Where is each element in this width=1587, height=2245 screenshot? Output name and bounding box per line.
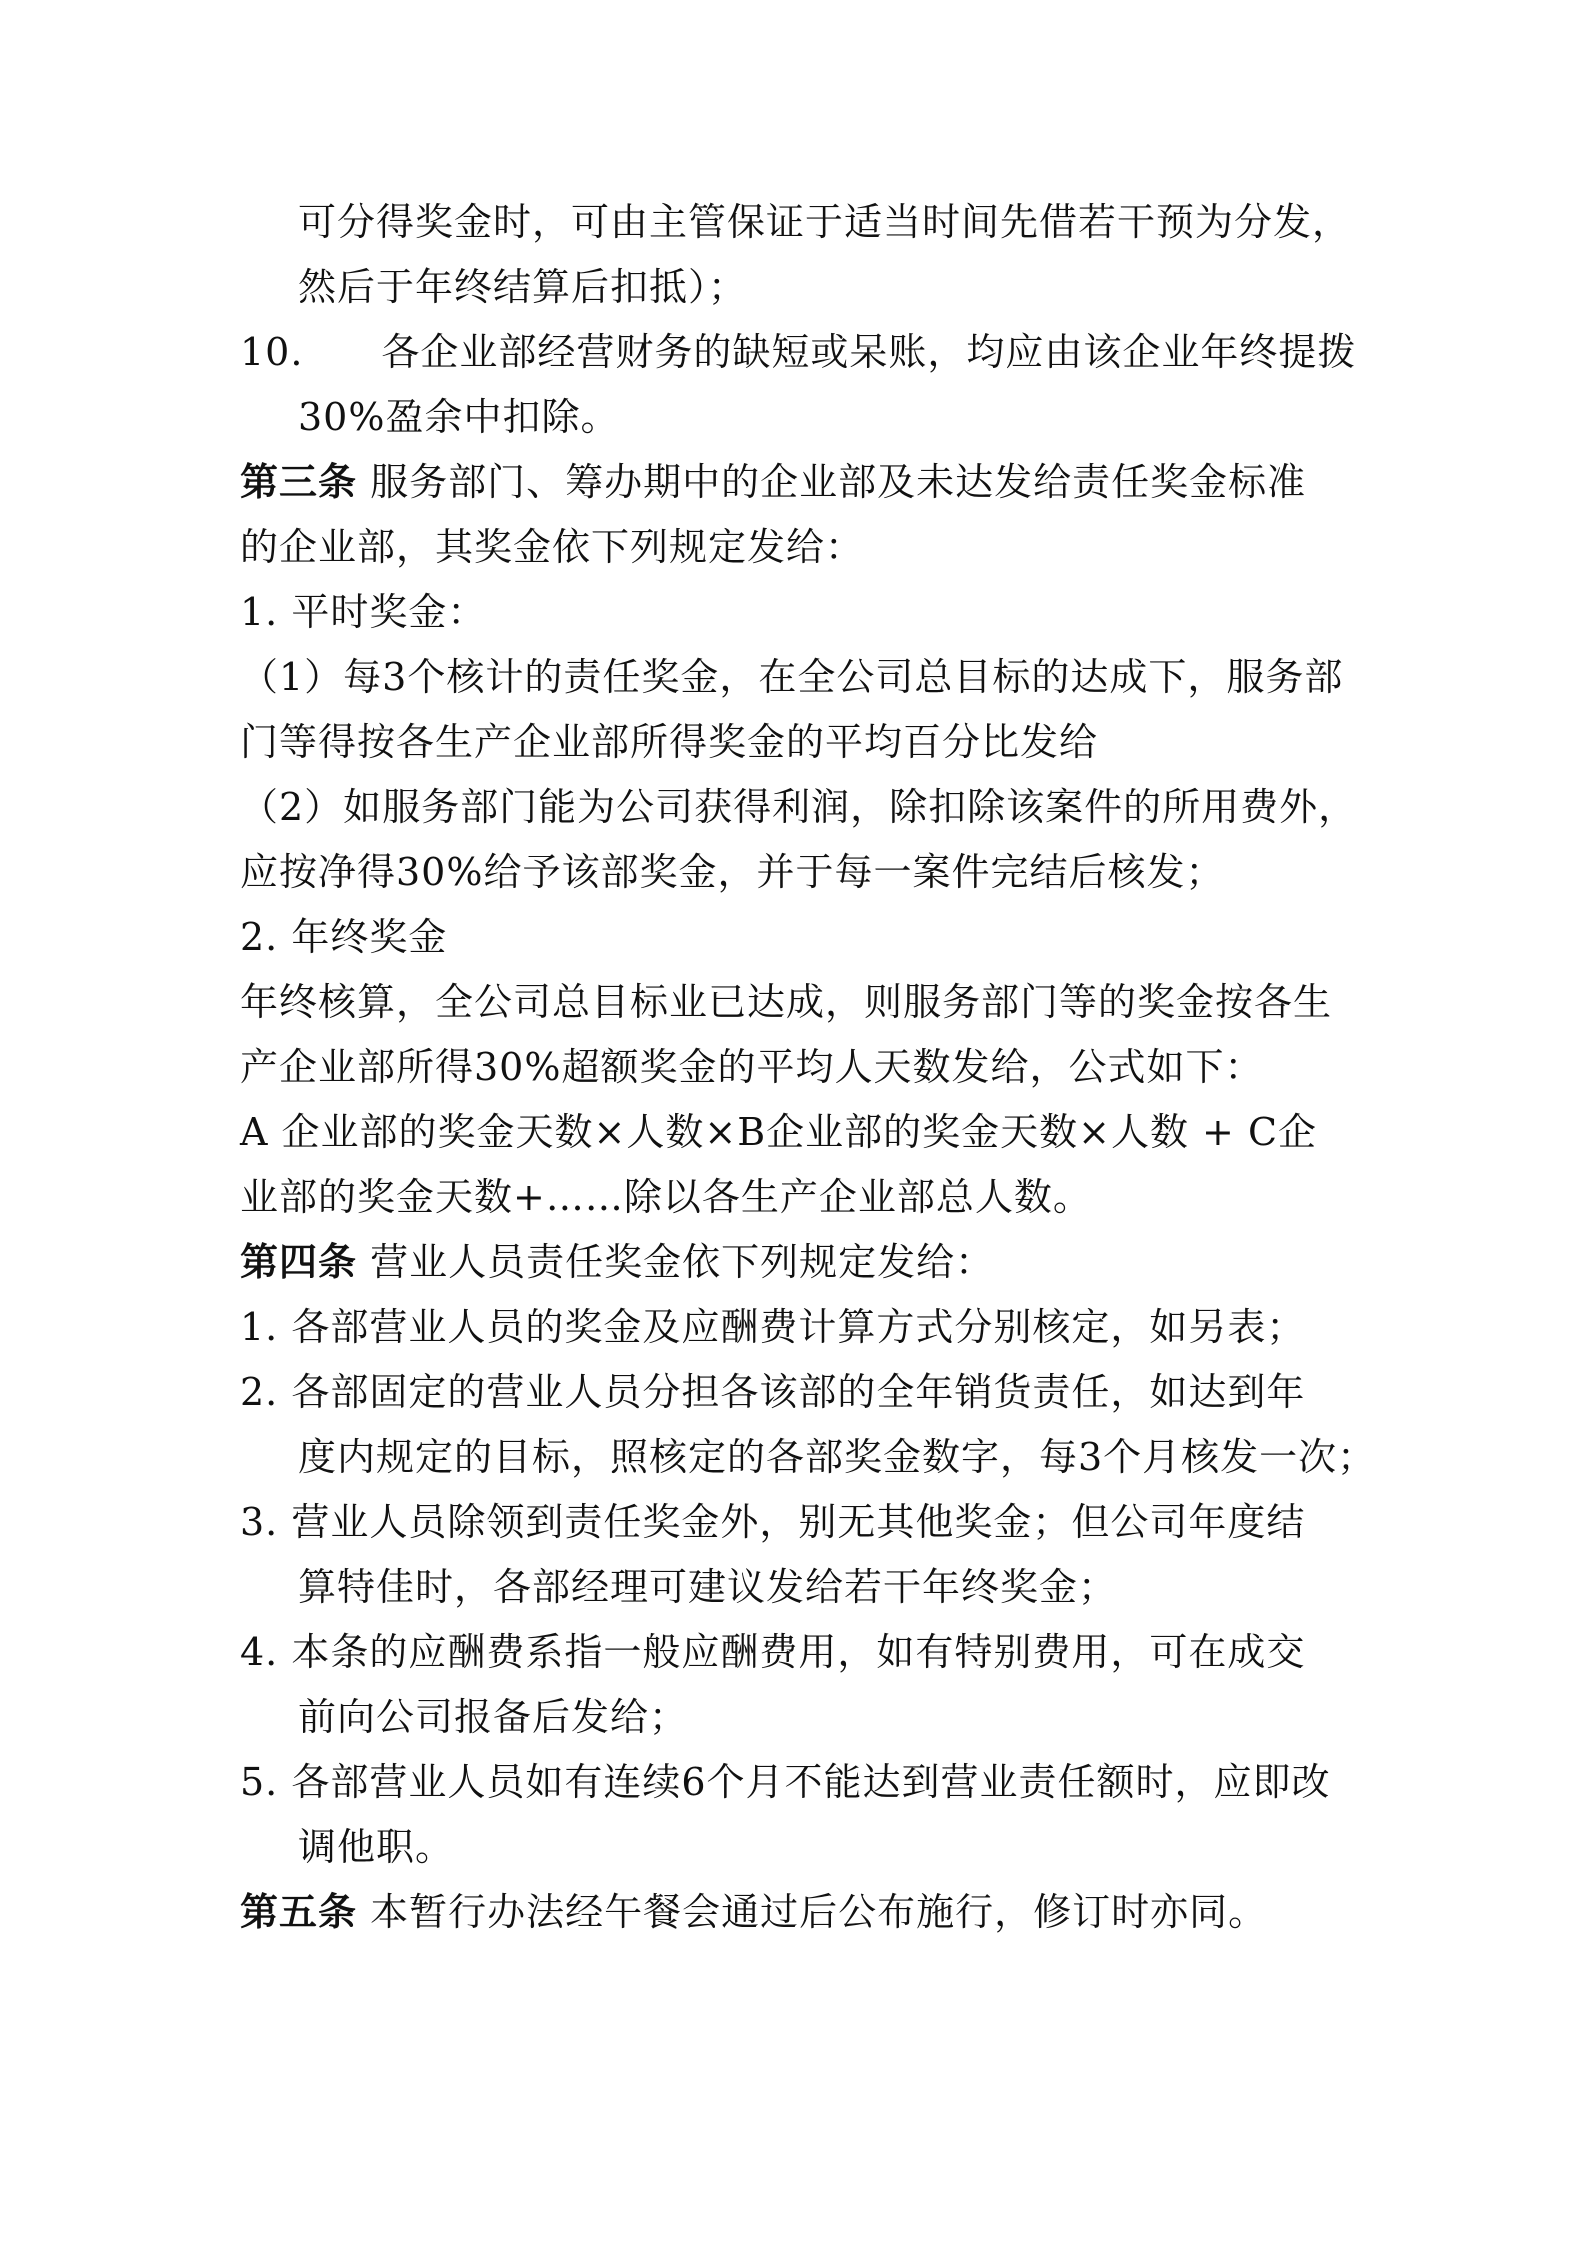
text-line: 可分得奖金时，可由主管保证于适当时间先借若干预为分发， [298,200,1352,244]
list-item: 2. 年终奖金 [240,915,448,959]
article-5-heading: 第五条 [240,1889,358,1934]
text-line: 年终核算，全公司总目标业已达成，则服务部门等的奖金按各生 [240,980,1333,1024]
article-4-text: 营业人员责任奖金依下列规定发给： [370,1240,995,1284]
text-line: 应按净得30%给予该部奖金，并于每一案件完结后核发； [240,850,1225,894]
text-line: 度内规定的目标，照核定的各部奖金数字，每3个月核发一次； [298,1435,1377,1479]
article-5-text: 本暂行办法经午餐会通过后公布施行，修订时亦同。 [370,1890,1268,1934]
text-line: 门等得按各生产企业部所得奖金的平均百分比发给 [240,720,1099,764]
text-line: 产企业部所得30%超额奖金的平均人天数发给，公式如下： [240,1045,1264,1089]
text-line: 10. 各企业部经营财务的缺短或呆账，均应由该企业年终提拨 [240,330,1357,374]
list-item: 2. 各部固定的营业人员分担各该部的全年销货责任，如达到年 [240,1370,1306,1414]
article-3-paragraph [240,457,1306,507]
list-item: 4. 本条的应酬费系指一般应酬费用，如有特别费用，可在成交 [240,1630,1306,1674]
text-line: 算特佳时，各部经理可建议发给若干年终奖金； [298,1565,1118,1609]
article-5-paragraph [240,1887,1267,1937]
list-item: 1. 平时奖金： [240,590,487,634]
text-line: 调他职。 [298,1825,455,1869]
formula-line: A 企业部的奖金天数×人数×B企业部的奖金天数×人数 + C企 [240,1110,1318,1154]
text-line: 的企业部，其奖金依下列规定发给： [240,525,865,569]
article-3-heading: 第三条 [240,459,358,504]
article-3-text: 服务部门、筹办期中的企业部及未达发给责任奖金标准 [370,460,1307,504]
formula-line: 业部的奖金天数+……除以各生产企业部总人数。 [240,1175,1092,1219]
text-line: 然后于年终结算后扣抵）； [298,265,748,309]
list-item: 3. 营业人员除领到责任奖金外，别无其他奖金；但公司年度结 [240,1500,1306,1544]
text-line: 30%盈余中扣除。 [298,395,620,439]
text-line: （2）如服务部门能为公司获得利润，除扣除该案件的所用费外， [240,785,1358,829]
article-4-paragraph [240,1237,994,1287]
text-line: 前向公司报备后发给； [298,1695,689,1739]
list-item: 5. 各部营业人员如有连续6个月不能达到营业责任额时，应即改 [240,1760,1331,1804]
article-4-heading: 第四条 [240,1239,358,1284]
list-item: 1. 各部营业人员的奖金及应酬费计算方式分别核定，如另表； [240,1305,1306,1349]
text-line: （1）每3个核计的责任奖金，在全公司总目标的达成下，服务部 [240,655,1344,699]
